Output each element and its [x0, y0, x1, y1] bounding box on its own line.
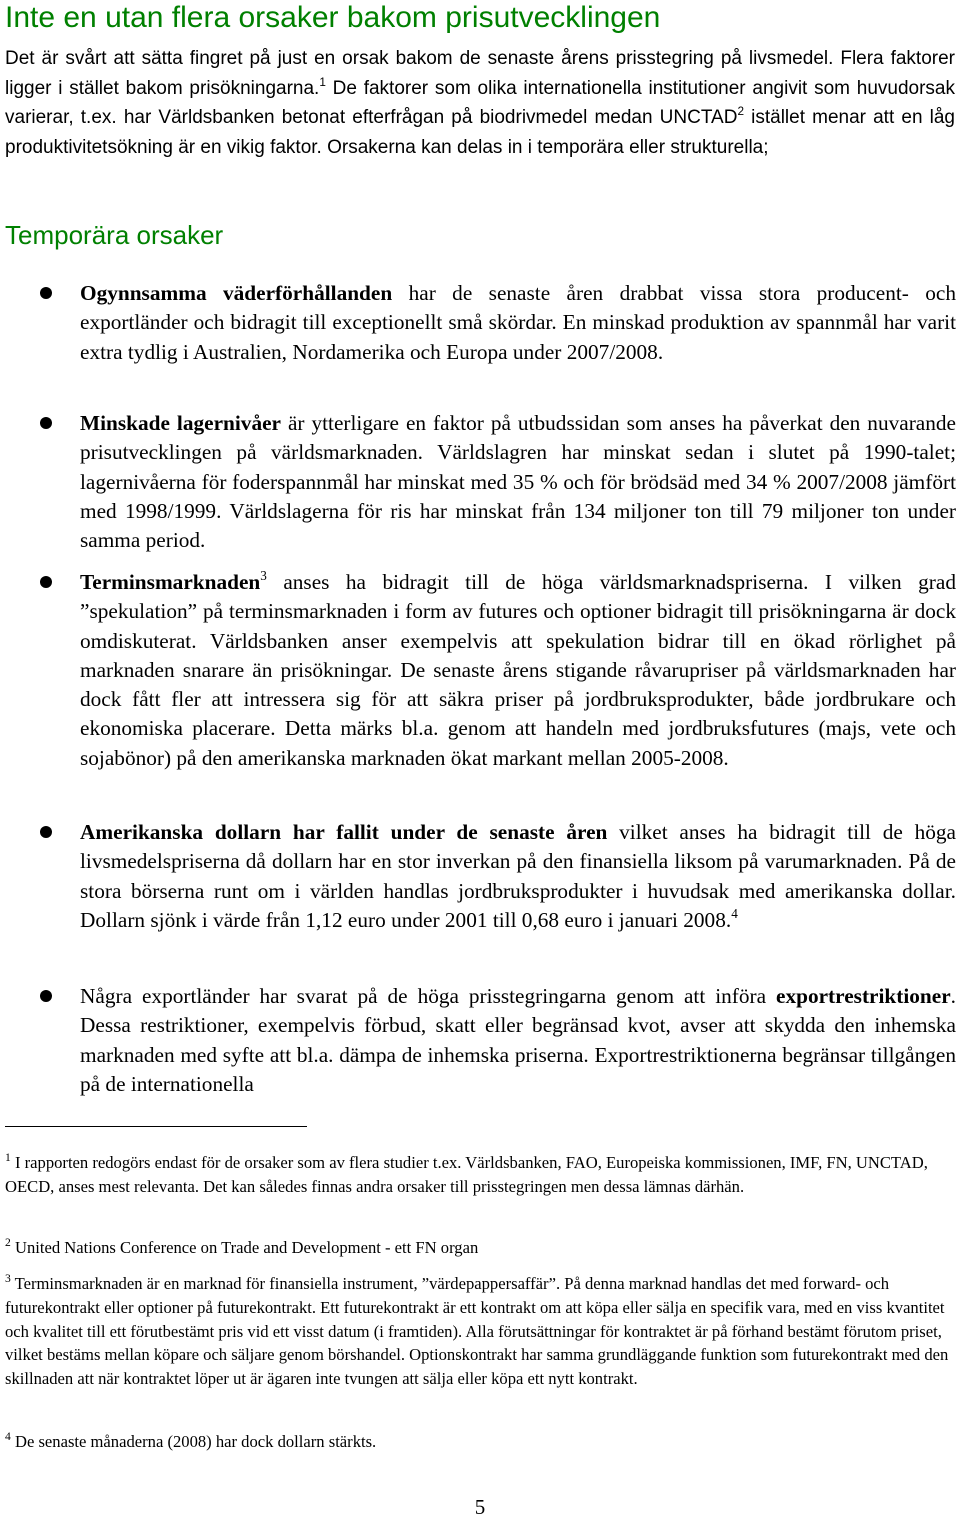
bullet-item-weather	[80, 279, 956, 367]
footnote-4	[5, 1430, 955, 1454]
bullet-bold: Terminsmarknaden	[80, 570, 261, 594]
footnote-3	[5, 1272, 955, 1391]
bullet-bold: Minskade lagernivåer	[80, 411, 281, 435]
footnote-number: 2	[5, 1236, 11, 1250]
bullet-text-pre: Några exportländer har svarat på de höga prisstegringarna genom att införa	[80, 984, 776, 1008]
footnote-ref-4: 4	[731, 905, 738, 921]
bullet-text: anses ha bidragit till de höga världsmarknadspriserna. I vilken grad ”spekulation” på terminsmarknaden i form av futures och optioner bidragit till prisökningarna är dock omdiskuterat. Världsbanken anser exempelvis att spekulation bidrar till en ökad rörlighet på marknaden snarare än prisökningar. De senaste årens stigande råvarupriser på världsmarknaden har dock fått fler att intressera sig för att säkra priser på jordbruksprodukter, både jordbrukare och ekonomiska placerare. Detta märks bl.a. genom att handeln med jordbruksfutures (majs, vete och sojabönor) på den amerikanska marknaden ökat markant mellan 2005-2008.	[80, 570, 956, 770]
page-title: Inte en utan flera orsaker bakom prisutvecklingen	[5, 1, 661, 34]
bullet-item-export-restrictions	[80, 982, 956, 1099]
footnote-number: 4	[5, 1430, 11, 1444]
footnote-text: De senaste månaderna (2008) har dock dollarn stärkts.	[10, 1432, 377, 1451]
footnote-text: Terminsmarknaden är en marknad för finansiella instrument, ”värdepappersaffär”. På denna marknad handlas det med forward- och futurekontrakt eller optioner på futurekontrakt. Ett futurekontrakt är ett kontrakt om att köpa eller sälja en specifik vara, med en viss kvantitet och kvalitet till ett förutbestämt pris vid ett visst datum (i framtiden). Alla förutsättningar för kontraktet är på förhand bestämt förutom priset, vilket bestäms mellan köpare och säljare genom börshandel. Optionskontrakt har samma grundläggande funktion som futurekontrakt med den skillnaden att när kontraktet löper ut är ägaren inte tvungen att sälja eller köpa ett nytt kontrakt.	[5, 1274, 949, 1389]
intro-paragraph	[5, 44, 955, 162]
bullet-text: är ytterligare en faktor på utbudssidan som anses ha påverkat den nuvarande prisutvecklingen på världsmarknaden. Världslagren har minskat sedan i slutet på 1990-talet; lagernivåerna för foderspannmål har minskat med 35 % och för brödsäd med 34 % 2007/2008 jämfört med 1998/1999. Världslagerna för ris har minskat från 134 miljoner ton till 79 miljoner ton under samma period.	[80, 411, 956, 553]
bullet-icon	[40, 576, 52, 588]
page-number: 5	[474, 1495, 486, 1519]
bullet-bold: Amerikanska dollarn har fallit under de senaste åren	[80, 820, 608, 844]
bullet-text: . Dessa restriktioner, exempelvis förbud, skatt eller begränsad kvot, avser att skydda den inhemska marknaden med syfte att bl.a. dämpa de inhemska priserna. Exportrestriktionerna begränsar tillgången på de internationella	[80, 984, 956, 1096]
bullet-item-stocks	[80, 409, 956, 555]
footnote-number: 3	[5, 1272, 11, 1286]
bullet-icon	[40, 417, 52, 429]
bullet-bold: Ogynnsamma väderförhållanden	[80, 281, 393, 305]
bullet-text: vilket anses ha bidragit till de höga livsmedelspriserna då dollarn har en stor inverkan på den finansiella liksom på varumarknaden. På de stora börserna runt om i världen handlas jordbruksprodukter i huvudsak med amerikanska dollar. Dollarn sjönk i värde från 1,12 euro under 2001 till 0,68 euro i januari 2008.	[80, 820, 956, 932]
bullet-bold: exportrestriktioner	[776, 984, 951, 1008]
bullet-text: har de senaste åren drabbat vissa stora producent- och exportländer och bidragit till exceptionellt små skördar. En minskad produktion av spannmål har varit extra tydlig i Australien, Nordamerika och Europa under 2007/2008.	[80, 281, 956, 364]
footnote-number: 1	[5, 1151, 11, 1165]
bullet-item-futures-market	[80, 568, 956, 773]
footnote-1	[5, 1151, 955, 1199]
bullet-item-dollar	[80, 818, 956, 935]
footnote-text: United Nations Conference on Trade and Development - ett FN organ	[10, 1238, 479, 1257]
footnote-ref-1: 1	[319, 75, 326, 89]
footnote-2	[5, 1236, 955, 1260]
footnote-ref-2: 2	[737, 104, 744, 118]
intro-text-1: Det är svårt att sätta fingret på just en orsak bakom de senaste årens prisstegring på livsmedel. Flera faktorer ligger i stället bakom prisökningarna.	[5, 48, 955, 99]
footnote-ref-3: 3	[260, 567, 267, 583]
bullet-icon	[40, 990, 52, 1002]
intro-text-3: istället menar att en låg produktivitetsökning är en vikig faktor. Orsakerna kan delas in i temporära eller strukturella;	[5, 107, 956, 158]
bullet-icon	[40, 826, 52, 838]
section-heading: Temporära orsaker	[5, 220, 224, 250]
footnote-divider	[5, 1126, 307, 1127]
bullet-icon	[40, 287, 52, 299]
footnote-text: I rapporten redogörs endast för de orsaker som av flera studier t.ex. Världsbanken, FAO, Europeiska kommissionen, IMF, FN, UNCTAD, OECD, anses mest relevanta. Det kan således finnas andra orsaker till prisstegringen men dessa lämnas därhän.	[5, 1153, 928, 1196]
intro-text-2: De faktorer som olika internationella institutioner angivit som huvudorsak varierar, t.ex. har Världsbanken betonat efterfrågan på biodrivmedel medan UNCTAD	[5, 77, 955, 128]
